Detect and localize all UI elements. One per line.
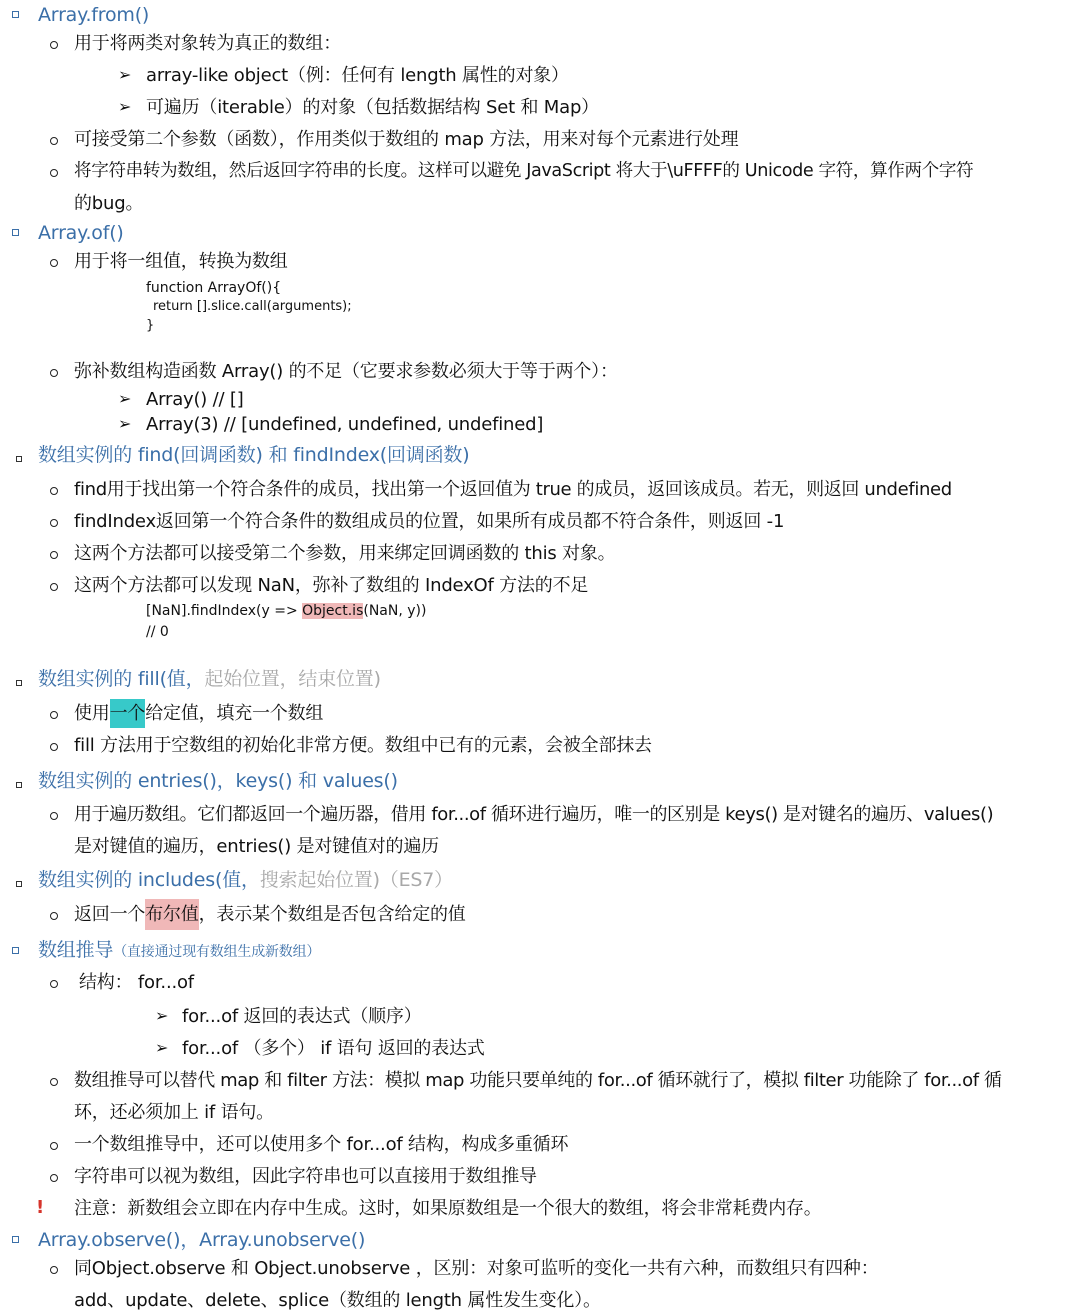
text-line: Array() // []: [146, 389, 244, 410]
arrow-bullet-icon: ➢: [118, 97, 132, 116]
bullet-circle-icon: [50, 41, 58, 49]
text-line: 用于将两类对象转为真正的数组：: [74, 33, 341, 54]
text-line: find用于找出第一个符合条件的成员，找出第一个返回值为 true 的成员，返回该成员。若无，则返回 undefined: [74, 479, 952, 500]
highlight-boolean: 布尔值: [145, 899, 198, 930]
section-square-icon: [12, 229, 19, 236]
code-line: return [].slice.call(arguments);: [153, 299, 352, 314]
bullet-circle-icon: [50, 519, 58, 527]
text-line: 同Object.observe 和 Object.unobserve ，区别：对象可监听的变化一共有六种，而数组只有四种：: [74, 1258, 879, 1279]
text-line: 结构： for...of: [79, 972, 194, 993]
bullet-circle-icon: [50, 711, 58, 719]
highlight-object-is: Object.is: [302, 603, 364, 619]
text-line: 这两个方法都可以接受第二个参数，用来绑定回调函数的 this 对象。: [74, 543, 616, 564]
section-square-icon: [16, 680, 22, 686]
bullet-circle-icon: [50, 1142, 58, 1150]
text-line: for...of （多个） if 语句 返回的表达式: [182, 1038, 485, 1059]
arrow-bullet-icon: ➢: [118, 414, 132, 433]
text-line: 是对键值的遍历，entries() 是对键值对的遍历: [74, 836, 439, 857]
bullet-circle-icon: [50, 812, 58, 820]
highlight-yige: 一个: [110, 699, 146, 728]
bullet-circle-icon: [50, 743, 58, 751]
text-line: 这两个方法都可以发现 NaN，弥补了数组的 IndexOf 方法的不足: [74, 575, 589, 596]
bullet-circle-icon: [50, 169, 58, 177]
section-title-array-of: Array.of(): [38, 222, 124, 244]
arrow-bullet-icon: ➢: [118, 65, 132, 84]
bullet-circle-icon: [50, 259, 58, 267]
section-square-icon: [12, 1236, 19, 1243]
section-title-fill: 数组实例的 fill(值，起始位置，结束位置): [38, 668, 381, 690]
text-line: 用于遍历数组。它们都返回一个遍历器，借用 for...of 循环进行遍历，唯一的区别是 keys() 是对键名的遍历、values(): [74, 804, 994, 825]
section-title-entries: 数组实例的 entries()，keys() 和 values(): [38, 770, 398, 792]
section-square-icon: [16, 782, 22, 788]
section-title-comprehension: 数组推导（直接通过现有数组生成新数组）: [38, 939, 321, 961]
text-line: 弥补数组构造函数 Array() 的不足（它要求参数必须大于等于两个）：: [74, 361, 618, 382]
section-title-includes: 数组实例的 includes(值，搜索起始位置)（ES7）: [38, 869, 453, 891]
bullet-circle-icon: [50, 980, 58, 988]
bullet-circle-icon: [50, 1174, 58, 1182]
section-subtitle: （直接通过现有数组生成新数组）: [113, 944, 321, 960]
bullet-circle-icon: [50, 137, 58, 145]
text-line: for...of 返回的表达式（顺序）: [182, 1006, 422, 1027]
text-line: findIndex返回第一个符合条件的数组成员的位置，如果所有成员都不符合条件，则返回 -1: [74, 511, 785, 532]
bullet-circle-icon: [50, 369, 58, 377]
text-line: add、update、delete、splice（数组的 length 属性发生变化）。: [74, 1290, 601, 1311]
code-line: [NaN].findIndex(y => Object.is(NaN, y)): [146, 603, 427, 619]
text-line: 环，还必须加上 if 语句。: [74, 1102, 274, 1123]
text-line: 可接受第二个参数（函数），作用类似于数组的 map 方法，用来对每个元素进行处理: [74, 129, 739, 150]
text-line: 将字符串转为数组，然后返回字符串的长度。这样可以避免 JavaScript 将大于\uFFFF的 Unicode 字符，算作两个字符: [74, 161, 974, 181]
section-square-icon: [16, 456, 22, 462]
text-line: Array(3) // [undefined, undefined, undefined]: [146, 414, 544, 435]
text-line: array-like object（例：任何有 length 属性的对象）: [146, 65, 569, 86]
section-title-observe: Array.observe()，Array.unobserve(): [38, 1229, 366, 1251]
bullet-circle-icon: [50, 487, 58, 495]
section-title-array-from: Array.from(): [38, 4, 150, 26]
bullet-circle-icon: [50, 583, 58, 591]
section-square-icon: [12, 11, 19, 18]
text-line: 字符串可以视为数组，因此字符串也可以直接用于数组推导: [74, 1166, 537, 1187]
text-line: 一个数组推导中，还可以使用多个 for...of 结构，构成多重循环: [74, 1134, 569, 1155]
warning-text: 注意：新数组会立即在内存中生成。这时，如果原数组是一个很大的数组，将会非常耗费内存。: [74, 1198, 822, 1219]
text-line: 可遍历（iterable）的对象（包括数据结构 Set 和 Map）: [146, 97, 599, 118]
code-line: function ArrayOf(){: [146, 280, 282, 296]
arrow-bullet-icon: ➢: [155, 1038, 169, 1057]
section-square-icon: [16, 881, 22, 887]
arrow-bullet-icon: ➢: [155, 1006, 169, 1025]
code-line: // 0: [146, 624, 169, 640]
exclamation-icon: !: [36, 1197, 45, 1218]
section-title-find: 数组实例的 find(回调函数) 和 findIndex(回调函数): [38, 444, 470, 466]
bullet-circle-icon: [50, 1078, 58, 1086]
text-line: 数组推导可以替代 map 和 filter 方法：模拟 map 功能只要单纯的 for...of 循环就行了，模拟 filter 功能除了 for...of 循: [74, 1070, 1002, 1091]
arrow-bullet-icon: ➢: [118, 389, 132, 408]
text-line: 使用一个给定值，填充一个数组: [74, 705, 323, 723]
text-line: 返回一个布尔值，表示某个数组是否包含给定的值: [74, 906, 466, 924]
text-line: 用于将一组值，转换为数组: [74, 251, 288, 272]
text-line: 的bug。: [74, 193, 144, 214]
text-line: fill 方法用于空数组的初始化非常方便。数组中已有的元素，会被全部抹去: [74, 735, 652, 756]
section-square-icon: [12, 947, 19, 954]
code-line: }: [146, 318, 155, 333]
bullet-circle-icon: [50, 551, 58, 559]
bullet-circle-icon: [50, 912, 58, 920]
bullet-circle-icon: [50, 1266, 58, 1274]
